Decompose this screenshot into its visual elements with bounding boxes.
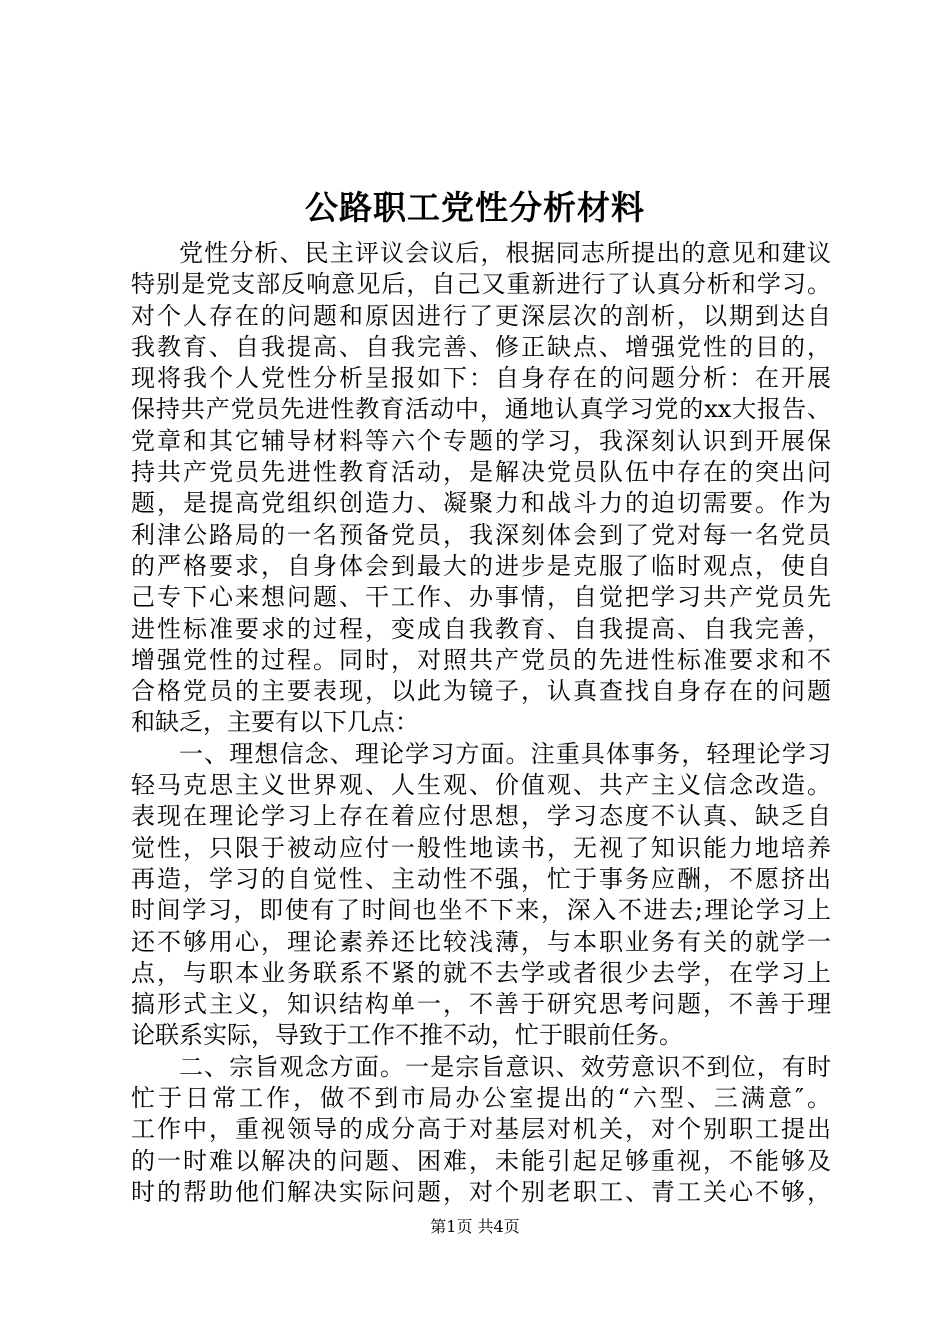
text-line: 题，是提高党组织创造力、凝聚力和战斗力的迫切需要。作为 (131, 489, 831, 518)
text-line: 觉性，只限于被动应付一般性地读书，无视了知识能力地培养 (131, 833, 831, 862)
text-line: 点，与职本业务联系不紧的就不去学或者很少去学，在学习上 (131, 958, 831, 987)
text-line: 时间学习，即使有了时间也坐不下来，深入不进去;理论学习上 (131, 896, 831, 925)
text-line: 我教育、自我提高、自我完善、修正缺点、增强党性的目的， (131, 332, 831, 361)
text-line: 利津公路局的一名预备党员，我深刻体会到了党对每一名党员 (131, 520, 831, 549)
text-line: 现将我个人党性分析呈报如下：自身存在的问题分析：在开展 (131, 364, 831, 393)
text-line: 党性分析、民主评议会议后，根据同志所提出的意见和建议 (179, 239, 831, 267)
text-line: 的严格要求，自身体会到最大的进步是克服了临时观点，使自 (131, 551, 831, 580)
text-line: 党章和其它辅导材料等六个专题的学习，我深刻认识到开展保 (131, 426, 831, 455)
text-line: 还不够用心，理论素养还比较浅薄，与本职业务有关的就学一 (131, 927, 831, 956)
text-line: 持共产党员先进性教育活动，是解决党员队伍中存在的突出问 (131, 458, 831, 487)
text-line: 特别是党支部反响意见后，自己又重新进行了认真分析和学习。 (131, 270, 831, 299)
text-line: 对个人存在的问题和原因进行了更深层次的剖析，以期到达自 (131, 301, 831, 330)
text-line: 表现在理论学习上存在着应付思想，学习态度不认真、缺乏自 (131, 802, 831, 831)
text-line: 的一时难以解决的问题、困难，未能引起足够重视，不能够及 (131, 1146, 831, 1175)
text-line: 己专下心来想问题、干工作、办事情，自觉把学习共产党员先 (131, 583, 831, 612)
text-line: 保持共产党员先进性教育活动中，通地认真学习党的xx大报告、 (131, 395, 831, 424)
text-line: 合格党员的主要表现，以此为镜子，认真查找自身存在的问题 (131, 677, 831, 706)
text-line: 一、理想信念、理论学习方面。注重具体事务，轻理论学习 (179, 739, 831, 768)
document-body (131, 238, 831, 1208)
text-line: 增强党性的过程。同时，对照共产党员的先进性标准要求和不 (131, 645, 831, 674)
page-footer: 第1页 共4页 (430, 1217, 520, 1236)
text-line: 进性标准要求的过程，变成自我教育、自我提高、自我完善， (131, 614, 831, 643)
text-line: 搞形式主义，知识结构单一，不善于研究思考问题，不善于理 (131, 990, 831, 1019)
text-line: 和缺乏，主要有以下几点： (131, 708, 419, 737)
text-line: 二、宗旨观念方面。一是宗旨意识、效劳意识不到位，有时 (179, 1052, 831, 1081)
text-line: 工作中，重视领导的成分高于对基层对机关，对个别职工提出 (131, 1115, 831, 1144)
document-title: 公路职工党性分析材料 (305, 188, 645, 227)
text-line: 时的帮助他们解决实际问题，对个别老职工、青工关心不够， (131, 1177, 831, 1206)
text-line: 再造，学习的自觉性、主动性不强，忙于事务应酬，不愿挤出 (131, 864, 831, 893)
text-line: 轻马克思主义世界观、人生观、价值观、共产主义信念改造。 (131, 771, 831, 800)
text-line: 忙于日常工作，做不到市局办公室提出的“六型、三满意″。 (131, 1084, 831, 1113)
text-line: 论联系实际，导致于工作不推不动，忙于眼前任务。 (131, 1021, 683, 1050)
